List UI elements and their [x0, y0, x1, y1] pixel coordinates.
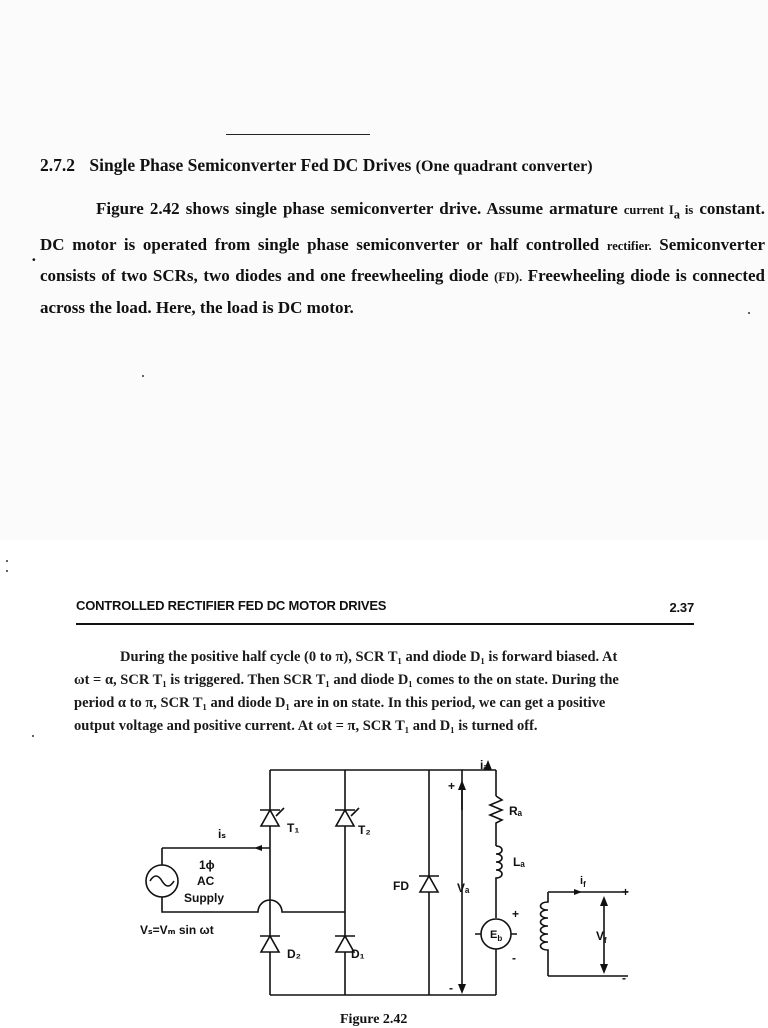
scr-t2-symbol — [335, 808, 359, 826]
para2-line2: ωt = α, SCR T₁ is triggered. Then SCR T₁ and diode D₁ comes to the on state. During the — [74, 672, 619, 688]
label-va-minus: - — [449, 981, 453, 995]
field-terminal-wires — [548, 892, 628, 976]
section-title: Single Phase Semiconverter Fed DC Drives — [89, 155, 412, 175]
para2-line4: output voltage and positive current. At ωt = π, SCR T₁ and D₁ is turned off. — [74, 718, 538, 734]
para1-line1-end: is — [679, 203, 694, 217]
freewheeling-diode-symbol — [419, 876, 439, 892]
label-d2: D₂ — [287, 947, 301, 961]
label-la: Lₐ — [513, 855, 525, 869]
is-arrow-icon — [254, 845, 262, 851]
va-arrow-up-icon — [458, 780, 466, 790]
running-title: CONTROLLED RECTIFIER FED DC MOTOR DRIVES — [76, 598, 387, 613]
para2-line1: During the positive half cycle (0 to π), SCR T₁ and diode D₁ is forward biased. At — [120, 649, 618, 665]
page-number: 2.37 — [669, 600, 694, 615]
label-motor-plus: + — [512, 907, 520, 921]
para1-line2-end: rectifier. — [606, 238, 652, 253]
label-fd: FD — [393, 879, 409, 893]
va-arrow-down-icon — [458, 984, 466, 994]
top-rule — [226, 134, 370, 135]
speck — [142, 375, 144, 377]
section-number: 2.7.2 — [40, 155, 75, 175]
label-t2: T₂ — [358, 823, 371, 837]
top-rail-wire — [270, 770, 462, 810]
label-ra: Rₐ — [509, 804, 523, 818]
label-ia: iₐ — [480, 758, 488, 772]
diode-d2-symbol — [260, 936, 280, 952]
label-field-plus: + — [622, 885, 630, 899]
label-field-minus: - — [622, 971, 626, 985]
label-d1: D₁ — [351, 947, 365, 961]
label-va: Vₐ — [457, 881, 470, 895]
armature-resistor-symbol — [490, 770, 502, 846]
header-rule — [76, 623, 694, 625]
para1-line4: Freewheeling diode is connected across the load. Here, the load is DC motor. — [40, 266, 766, 317]
semiconverter-circuit-diagram — [0, 740, 768, 1012]
speck — [32, 735, 34, 737]
figure-caption: Figure 2.42 — [340, 1012, 408, 1027]
scr-t1-symbol — [260, 808, 284, 826]
para1-line3: Semiconverter consists of two SCRs, two diodes and one freewheeling diode — [40, 234, 766, 286]
paragraph-intro — [40, 194, 765, 322]
label-vf: $V_f$ — [596, 929, 607, 945]
section-heading — [40, 155, 760, 176]
para2-line3: period α to π, SCR T₁ and diode D₁ are in on state. In this period, we can get a positive — [74, 695, 606, 711]
label-eb: $E_b$ — [490, 929, 503, 943]
label-supply-phase: 1ϕ — [199, 858, 215, 872]
para1-line1-subscript: a — [673, 207, 680, 222]
para1-line2: constant. DC motor is operated from single phase semiconverter or half controlled — [40, 199, 766, 254]
margin-mark: · — [31, 250, 37, 269]
armature-inductor-symbol — [496, 846, 502, 918]
label-vs-formula: Vₛ=Vₘ sin ωt — [140, 923, 214, 937]
if-arrow-icon — [574, 889, 582, 895]
label-supply-word: Supply — [184, 891, 225, 905]
label-t1: T₁ — [287, 821, 300, 835]
label-motor-minus: - — [512, 951, 516, 965]
label-supply-ac: AC — [197, 874, 215, 888]
para1-line1-current: current I — [623, 203, 674, 217]
speck — [6, 570, 8, 572]
field-winding-symbol — [541, 892, 549, 976]
chapter-running-header — [76, 598, 694, 613]
label-is: iₛ — [218, 827, 226, 841]
vf-arrow-down-icon — [600, 964, 608, 974]
label-if: $i_f$ — [580, 875, 586, 889]
para1-line3-end: (FD). — [494, 270, 523, 285]
label-va-plus: + — [448, 779, 456, 793]
vf-arrow-up-icon — [600, 896, 608, 906]
section-title-paren: (One quadrant converter) — [415, 158, 593, 175]
speck — [6, 560, 8, 562]
speck — [748, 312, 750, 314]
para1-line1: Figure 2.42 shows single phase semiconverter drive. Assume armature — [96, 199, 618, 218]
paragraph-operation — [74, 646, 696, 738]
